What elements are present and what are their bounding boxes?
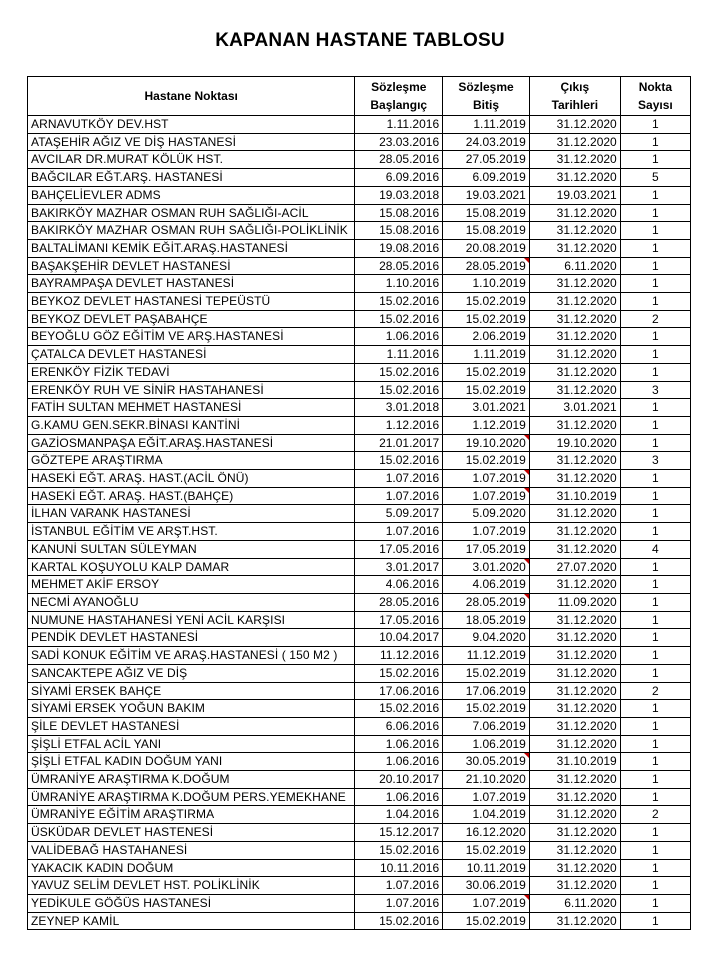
cell-exit-date: 31.12.2020 [529,293,620,311]
cell-hospital-name: ÜMRANİYE EĞİTİM ARAŞTIRMA [28,806,355,824]
cell-hospital-name: ARNAVUTKÖY DEV.HST [28,116,355,134]
cell-exit-date: 31.10.2019 [529,487,620,505]
cell-contract-end: 15.08.2019 [443,222,530,240]
cell-exit-date: 31.12.2020 [529,877,620,895]
cell-contract-end: 17.06.2019 [443,682,530,700]
cell-contract-start: 20.10.2017 [355,771,443,789]
cell-point-count: 2 [620,806,690,824]
cell-exit-date: 31.10.2019 [529,753,620,771]
cell-contract-end: 24.03.2019 [443,133,530,151]
cell-contract-end: 19.03.2021 [443,186,530,204]
cell-exit-date: 31.12.2020 [529,204,620,222]
cell-contract-start: 15.02.2016 [355,700,443,718]
cell-exit-date: 31.12.2020 [529,859,620,877]
cell-contract-start: 1.07.2016 [355,894,443,912]
cell-point-count: 3 [620,452,690,470]
cell-contract-start: 15.02.2016 [355,310,443,328]
cell-point-count: 3 [620,381,690,399]
cell-exit-date: 31.12.2020 [529,824,620,842]
cell-point-count: 1 [620,611,690,629]
table-row [28,293,691,311]
cell-point-count: 1 [620,186,690,204]
cell-contract-end: 15.02.2019 [443,664,530,682]
cell-point-count: 1 [620,116,690,134]
cell-contract-end: 2.06.2019 [443,328,530,346]
table-row [28,664,691,682]
table-row [28,239,691,257]
cell-contract-end: 1.07.2019 [443,470,530,488]
cell-contract-start: 1.07.2016 [355,523,443,541]
cell-hospital-name: ZEYNEP KAMİL [28,912,355,930]
cell-contract-start: 3.01.2017 [355,558,443,576]
cell-exit-date: 31.12.2020 [529,664,620,682]
cell-point-count: 1 [620,824,690,842]
cell-contract-end: 1.10.2019 [443,275,530,293]
cell-contract-start: 15.02.2016 [355,293,443,311]
cell-hospital-name: İSTANBUL EĞİTİM VE ARŞT.HST. [28,523,355,541]
cell-exit-date: 31.12.2020 [529,647,620,665]
cell-hospital-name: NUMUNE HASTAHANESİ YENİ ACİL KARŞISI [28,611,355,629]
cell-contract-start: 23.03.2016 [355,133,443,151]
cell-contract-start: 15.02.2016 [355,452,443,470]
cell-contract-start: 1.04.2016 [355,806,443,824]
cell-contract-end: 15.02.2019 [443,700,530,718]
table-row [28,505,691,523]
cell-contract-end: 15.02.2019 [443,452,530,470]
cell-contract-end: 28.05.2019 [443,593,530,611]
cell-point-count: 1 [620,841,690,859]
table-row [28,753,691,771]
cell-contract-end: 30.05.2019 [443,753,530,771]
cell-hospital-name: ATAŞEHİR AĞIZ VE DİŞ HASTANESİ [28,133,355,151]
cell-hospital-name: BEYKOZ DEVLET HASTANESİ TEPEÜSTÜ [28,293,355,311]
table-row [28,346,691,364]
table-row [28,523,691,541]
cell-exit-date: 31.12.2020 [529,346,620,364]
table-row [28,540,691,558]
cell-contract-end: 19.10.2020 [443,434,530,452]
cell-contract-end: 1.07.2019 [443,487,530,505]
cell-contract-end: 16.12.2020 [443,824,530,842]
cell-hospital-name: ŞİŞLİ ETFAL ACİL YANI [28,735,355,753]
cell-contract-end: 28.05.2019 [443,257,530,275]
cell-contract-end: 3.01.2021 [443,399,530,417]
cell-contract-start: 11.12.2016 [355,647,443,665]
cell-point-count: 1 [620,859,690,877]
cell-contract-end: 18.05.2019 [443,611,530,629]
cell-contract-end: 1.04.2019 [443,806,530,824]
cell-hospital-name: NECMİ AYANOĞLU [28,593,355,611]
cell-contract-start: 1.11.2016 [355,346,443,364]
table-row [28,310,691,328]
cell-contract-end: 15.02.2019 [443,363,530,381]
cell-point-count: 1 [620,877,690,895]
cell-contract-end: 15.02.2019 [443,841,530,859]
cell-contract-start: 4.06.2016 [355,576,443,594]
table-row [28,186,691,204]
cell-hospital-name: G.KAMU GEN.SEKR.BİNASI KANTİNİ [28,416,355,434]
cell-point-count: 1 [620,576,690,594]
table-row [28,859,691,877]
cell-exit-date: 27.07.2020 [529,558,620,576]
cell-hospital-name: ERENKÖY FİZİK TEDAVİ [28,363,355,381]
table-row [28,682,691,700]
cell-point-count: 1 [620,328,690,346]
table-row [28,399,691,417]
cell-contract-start: 15.02.2016 [355,664,443,682]
table-row [28,328,691,346]
cell-hospital-name: HASEKİ EĞT. ARAŞ. HAST.(ACİL ÖNÜ) [28,470,355,488]
cell-point-count: 1 [620,470,690,488]
cell-point-count: 1 [620,416,690,434]
cell-contract-start: 15.02.2016 [355,841,443,859]
cell-point-count: 1 [620,894,690,912]
cell-hospital-name: YEDİKULE GÖĞÜS HASTANESİ [28,894,355,912]
cell-exit-date: 31.12.2020 [529,523,620,541]
cell-contract-end: 20.08.2019 [443,239,530,257]
cell-hospital-name: SADİ KONUK EĞİTİM VE ARAŞ.HASTANESİ ( 150 M2 ) [28,647,355,665]
cell-exit-date: 31.12.2020 [529,629,620,647]
cell-contract-end: 1.07.2019 [443,523,530,541]
header-end: Sözleşme Bitiş [443,77,530,116]
cell-contract-end: 7.06.2019 [443,717,530,735]
cell-hospital-name: PENDİK DEVLET HASTANESİ [28,629,355,647]
cell-contract-start: 19.08.2016 [355,239,443,257]
cell-hospital-name: HASEKİ EĞT. ARAŞ. HAST.(BAHÇE) [28,487,355,505]
table-row [28,806,691,824]
cell-contract-start: 15.12.2017 [355,824,443,842]
cell-contract-end: 1.12.2019 [443,416,530,434]
cell-exit-date: 31.12.2020 [529,239,620,257]
table-row [28,381,691,399]
cell-exit-date: 6.11.2020 [529,257,620,275]
table-row [28,416,691,434]
cell-point-count: 1 [620,629,690,647]
table-row [28,470,691,488]
cell-point-count: 1 [620,133,690,151]
cell-contract-end: 15.02.2019 [443,293,530,311]
cell-contract-end: 1.11.2019 [443,346,530,364]
cell-exit-date: 31.12.2020 [529,700,620,718]
table-row [28,204,691,222]
table-row [28,824,691,842]
cell-hospital-name: BAKIRKÖY MAZHAR OSMAN RUH SAĞLIĞI-ACİL [28,204,355,222]
table-row [28,169,691,187]
cell-exit-date: 31.12.2020 [529,611,620,629]
header-start: Sözleşme Başlangıç [355,77,443,116]
cell-hospital-name: BEYKOZ DEVLET PAŞABAHÇE [28,310,355,328]
cell-exit-date: 19.10.2020 [529,434,620,452]
cell-point-count: 5 [620,169,690,187]
cell-hospital-name: BAHÇELİEVLER ADMS [28,186,355,204]
cell-point-count: 1 [620,717,690,735]
cell-point-count: 1 [620,558,690,576]
cell-contract-start: 6.09.2016 [355,169,443,187]
cell-contract-start: 1.06.2016 [355,735,443,753]
cell-hospital-name: ERENKÖY RUH VE SİNİR HASTAHANESİ [28,381,355,399]
cell-contract-end: 4.06.2019 [443,576,530,594]
cell-contract-end: 3.01.2020 [443,558,530,576]
cell-contract-start: 1.06.2016 [355,788,443,806]
cell-contract-start: 28.05.2016 [355,257,443,275]
header-exit: Çıkış Tarihleri [529,77,620,116]
cell-point-count: 1 [620,434,690,452]
cell-contract-start: 1.06.2016 [355,753,443,771]
table-row [28,877,691,895]
cell-hospital-name: AVCILAR DR.MURAT KÖLÜK HST. [28,151,355,169]
cell-point-count: 1 [620,222,690,240]
cell-contract-end: 15.02.2019 [443,912,530,930]
table-row [28,700,691,718]
cell-exit-date: 31.12.2020 [529,452,620,470]
table-row [28,363,691,381]
cell-contract-end: 10.11.2019 [443,859,530,877]
cell-exit-date: 6.11.2020 [529,894,620,912]
cell-exit-date: 31.12.2020 [529,771,620,789]
cell-point-count: 2 [620,310,690,328]
table-row [28,275,691,293]
cell-contract-start: 15.02.2016 [355,363,443,381]
table-row [28,116,691,134]
cell-point-count: 1 [620,151,690,169]
cell-contract-start: 10.04.2017 [355,629,443,647]
header-count: Nokta Sayısı [620,77,690,116]
cell-contract-start: 3.01.2018 [355,399,443,417]
cell-hospital-name: BALTALİMANI KEMİK EĞİT.ARAŞ.HASTANESİ [28,239,355,257]
cell-hospital-name: MEHMET AKİF ERSOY [28,576,355,594]
cell-hospital-name: ÜMRANİYE ARAŞTIRMA K.DOĞUM PERS.YEMEKHANE [28,788,355,806]
cell-point-count: 4 [620,540,690,558]
cell-exit-date: 31.12.2020 [529,841,620,859]
cell-point-count: 1 [620,346,690,364]
cell-exit-date: 31.12.2020 [529,133,620,151]
cell-hospital-name: SİYAMİ ERSEK YOĞUN BAKIM [28,700,355,718]
cell-contract-end: 9.04.2020 [443,629,530,647]
table-row [28,487,691,505]
cell-contract-end: 17.05.2019 [443,540,530,558]
cell-exit-date: 31.12.2020 [529,328,620,346]
cell-point-count: 1 [620,487,690,505]
cell-contract-start: 1.12.2016 [355,416,443,434]
cell-contract-end: 15.02.2019 [443,381,530,399]
header-row [28,77,691,116]
table-row [28,151,691,169]
cell-hospital-name: KARTAL KOŞUYOLU KALP DAMAR [28,558,355,576]
cell-contract-end: 6.09.2019 [443,169,530,187]
cell-point-count: 1 [620,753,690,771]
cell-exit-date: 31.12.2020 [529,151,620,169]
cell-contract-end: 27.05.2019 [443,151,530,169]
cell-contract-end: 1.07.2019 [443,894,530,912]
cell-exit-date: 31.12.2020 [529,470,620,488]
table-row [28,452,691,470]
cell-exit-date: 19.03.2021 [529,186,620,204]
cell-point-count: 1 [620,257,690,275]
cell-point-count: 1 [620,399,690,417]
header-name: Hastane Noktası [28,77,355,116]
cell-hospital-name: İLHAN VARANK HASTANESİ [28,505,355,523]
closed-hospitals-table [27,76,691,930]
cell-point-count: 1 [620,363,690,381]
cell-hospital-name: BEYOĞLU GÖZ EĞİTİM VE ARŞ.HASTANESİ [28,328,355,346]
table-row [28,717,691,735]
cell-hospital-name: BAKIRKÖY MAZHAR OSMAN RUH SAĞLIĞI-POLİKLİNİK [28,222,355,240]
cell-exit-date: 31.12.2020 [529,275,620,293]
cell-contract-start: 1.07.2016 [355,487,443,505]
cell-contract-start: 28.05.2016 [355,593,443,611]
cell-hospital-name: BAŞAKŞEHİR DEVLET HASTANESİ [28,257,355,275]
cell-exit-date: 31.12.2020 [529,310,620,328]
cell-point-count: 1 [620,735,690,753]
table-row [28,894,691,912]
cell-exit-date: 31.12.2020 [529,505,620,523]
cell-exit-date: 31.12.2020 [529,116,620,134]
cell-contract-start: 6.06.2016 [355,717,443,735]
table-row [28,133,691,151]
cell-point-count: 1 [620,275,690,293]
cell-contract-end: 15.02.2019 [443,310,530,328]
table-row [28,771,691,789]
cell-hospital-name: ÜSKÜDAR DEVLET HASTENESİ [28,824,355,842]
cell-exit-date: 31.12.2020 [529,912,620,930]
cell-contract-start: 17.06.2016 [355,682,443,700]
cell-point-count: 1 [620,505,690,523]
cell-point-count: 1 [620,771,690,789]
cell-exit-date: 31.12.2020 [529,717,620,735]
cell-point-count: 2 [620,682,690,700]
cell-contract-start: 5.09.2017 [355,505,443,523]
cell-exit-date: 31.12.2020 [529,540,620,558]
cell-hospital-name: BAĞCILAR EĞT.ARŞ. HASTANESİ [28,169,355,187]
cell-hospital-name: VALİDEBAĞ HASTAHANESİ [28,841,355,859]
cell-exit-date: 31.12.2020 [529,381,620,399]
table-row [28,434,691,452]
cell-point-count: 1 [620,664,690,682]
table-row [28,647,691,665]
cell-hospital-name: GAZİOSMANPAŞA EĞİT.ARAŞ.HASTANESİ [28,434,355,452]
cell-point-count: 1 [620,593,690,611]
cell-contract-end: 11.12.2019 [443,647,530,665]
cell-exit-date: 3.01.2021 [529,399,620,417]
cell-contract-start: 10.11.2016 [355,859,443,877]
cell-contract-end: 1.06.2019 [443,735,530,753]
cell-hospital-name: YAKACIK KADIN DOĞUM [28,859,355,877]
table-row [28,629,691,647]
cell-contract-end: 21.10.2020 [443,771,530,789]
cell-contract-end: 5.09.2020 [443,505,530,523]
table-row [28,257,691,275]
cell-hospital-name: SANCAKTEPE AĞIZ VE DİŞ [28,664,355,682]
cell-contract-start: 15.08.2016 [355,204,443,222]
cell-exit-date: 11.09.2020 [529,593,620,611]
cell-hospital-name: ŞİLE DEVLET HASTANESİ [28,717,355,735]
cell-hospital-name: FATİH SULTAN MEHMET HASTANESİ [28,399,355,417]
cell-exit-date: 31.12.2020 [529,682,620,700]
cell-contract-start: 28.05.2016 [355,151,443,169]
cell-point-count: 1 [620,788,690,806]
cell-hospital-name: SİYAMİ ERSEK BAHÇE [28,682,355,700]
cell-point-count: 1 [620,293,690,311]
cell-contract-start: 19.03.2018 [355,186,443,204]
table-row [28,222,691,240]
cell-hospital-name: ŞİŞLİ ETFAL KADIN DOĞUM YANI [28,753,355,771]
table-row [28,558,691,576]
cell-point-count: 1 [620,700,690,718]
table-row [28,912,691,930]
cell-contract-end: 1.07.2019 [443,788,530,806]
cell-exit-date: 31.12.2020 [529,169,620,187]
cell-contract-start: 1.11.2016 [355,116,443,134]
cell-contract-start: 21.01.2017 [355,434,443,452]
cell-contract-start: 1.06.2016 [355,328,443,346]
cell-hospital-name: KANUNİ SULTAN SÜLEYMAN [28,540,355,558]
cell-hospital-name: ÇATALCA DEVLET HASTANESİ [28,346,355,364]
cell-hospital-name: GÖZTEPE ARAŞTIRMA [28,452,355,470]
table-row [28,735,691,753]
cell-contract-end: 30.06.2019 [443,877,530,895]
table-row [28,611,691,629]
cell-point-count: 1 [620,204,690,222]
cell-contract-start: 1.07.2016 [355,877,443,895]
page-title: KAPANAN HASTANE TABLOSU [215,30,505,51]
cell-exit-date: 31.12.2020 [529,576,620,594]
cell-contract-start: 15.02.2016 [355,912,443,930]
cell-contract-start: 15.08.2016 [355,222,443,240]
cell-point-count: 1 [620,523,690,541]
cell-hospital-name: YAVUZ SELİM DEVLET HST. POLİKLİNİK [28,877,355,895]
cell-exit-date: 31.12.2020 [529,806,620,824]
table-row [28,593,691,611]
table-row [28,841,691,859]
cell-hospital-name: BAYRAMPAŞA DEVLET HASTANESİ [28,275,355,293]
cell-exit-date: 31.12.2020 [529,222,620,240]
cell-point-count: 1 [620,647,690,665]
cell-contract-end: 15.08.2019 [443,204,530,222]
cell-contract-end: 1.11.2019 [443,116,530,134]
cell-point-count: 1 [620,239,690,257]
table-row [28,788,691,806]
table-row [28,576,691,594]
cell-exit-date: 31.12.2020 [529,788,620,806]
cell-exit-date: 31.12.2020 [529,363,620,381]
cell-contract-start: 17.05.2016 [355,611,443,629]
cell-contract-start: 15.02.2016 [355,381,443,399]
cell-point-count: 1 [620,912,690,930]
cell-exit-date: 31.12.2020 [529,735,620,753]
cell-contract-start: 1.07.2016 [355,470,443,488]
cell-contract-start: 1.10.2016 [355,275,443,293]
cell-hospital-name: ÜMRANİYE ARAŞTIRMA K.DOĞUM [28,771,355,789]
cell-exit-date: 31.12.2020 [529,416,620,434]
cell-contract-start: 17.05.2016 [355,540,443,558]
